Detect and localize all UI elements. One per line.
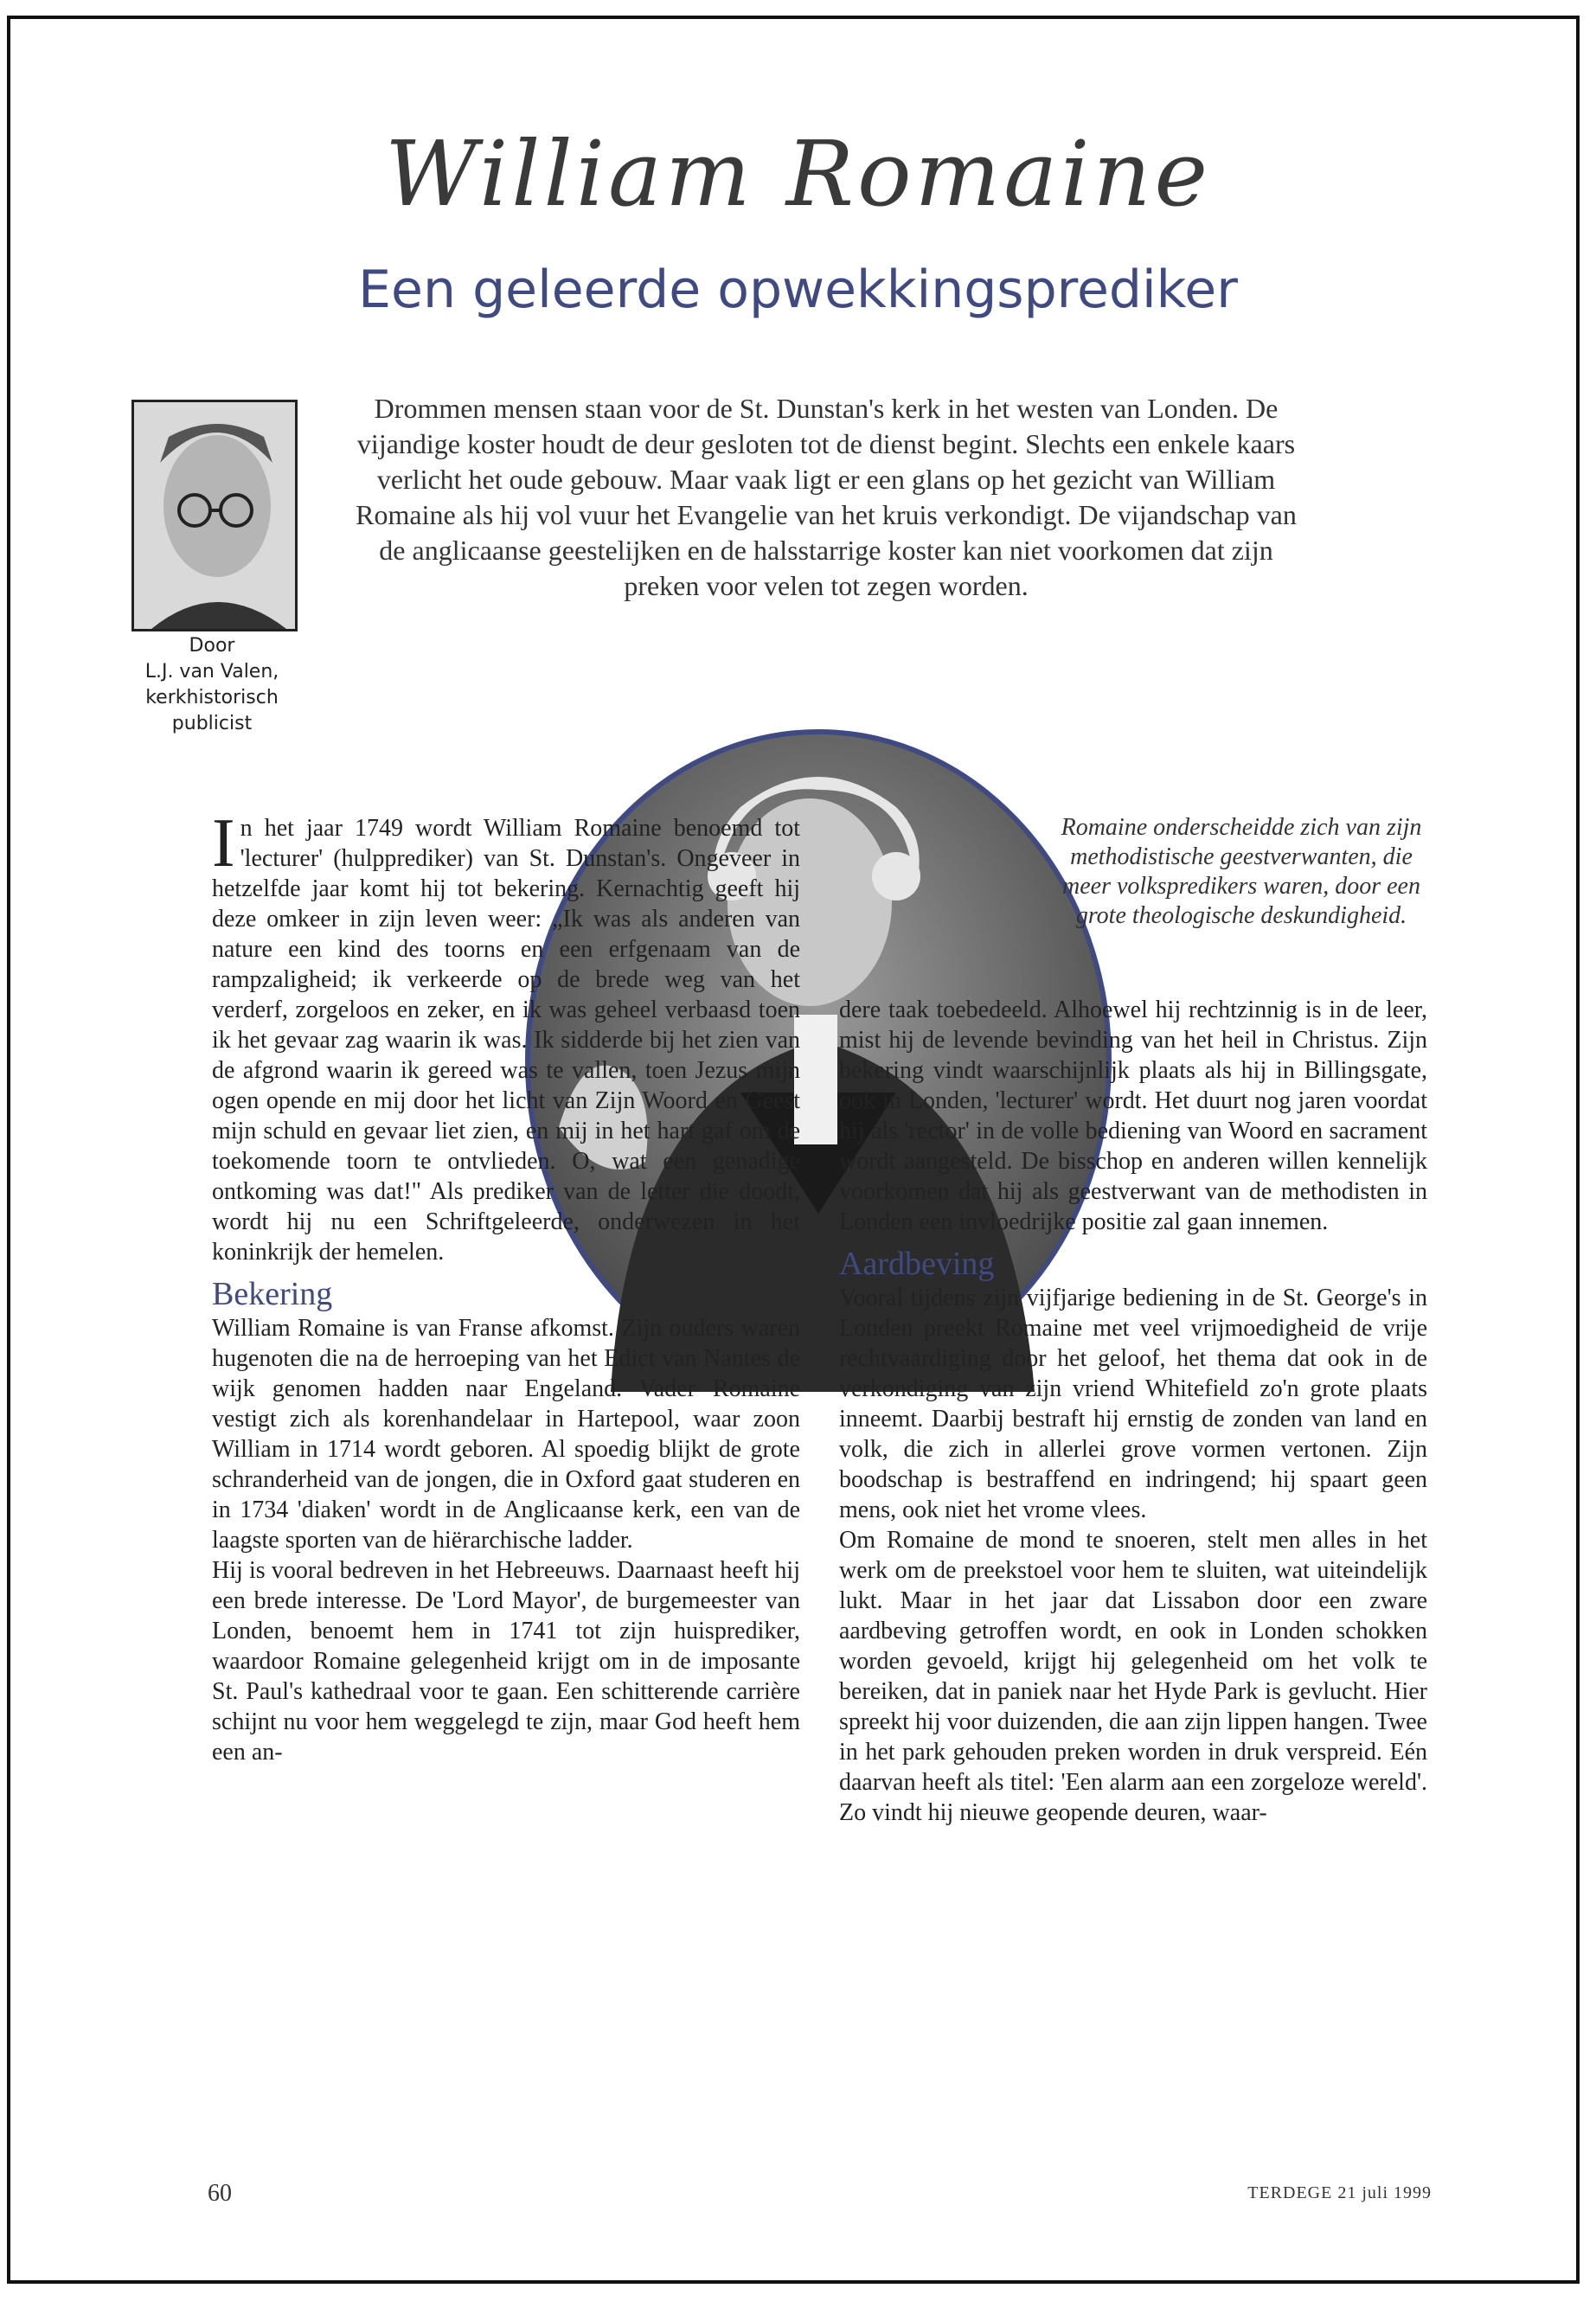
body-paragraph: Hij is vooral bedreven in het Hebreeuws. Daarnaast heeft hij een brede interesse. De 'Lord Mayor', de burgemeester van Londen, benoemt hem in 1741 tot zijn huisprediker, waardoor Romaine gelegenheid krijgt om in de imposante St. Paul's kathedraal voor te gaan. Een schitterende carrière schijnt nu voor hem weggelegd te zijn, maar God heeft hem een an- — [212, 1557, 800, 1766]
author-portrait-image — [134, 402, 295, 629]
body-paragraph: dere taak toebedeeld. Alhoewel hij rechtzinnig is in de leer, mist hij de levende bevinding van het heil in Christus. Zijn bekering vindt waarschijnlijk plaats als hij in Billingsgate, ook in Londen, 'lecturer' wordt. Het duurt nog jaren voordat hij als 'rector' in de volle bediening van Woord en sacrament wordt aangesteld. De bisschop en anderen willen kennelijk voorkomen dat hij als geestverwant van de methodisten in Londen een invloedrijke positie zal gaan innemen. — [839, 997, 1427, 1235]
page-number: 60 — [208, 2180, 232, 2207]
drop-cap: I — [212, 805, 235, 881]
column-left — [212, 805, 800, 1767]
author-caption — [130, 633, 294, 737]
author-caption-line: L.J. van Valen, — [144, 661, 279, 683]
lead-paragraph: Drommen mensen staan voor de St. Dunstan's kerk in het westen van Londen. De vijandige koster houdt de deur gesloten tot de dienst begint. Slechts een enkele kaars verlicht het oude gebouw. Maar vaak ligt er een glans op het gezicht van William Romaine als hij vol vuur het Evangelie van het kruis verkondigt. De vijandschap van de anglicaanse geestelijken en de halsstarrige koster kan niet voorkomen dat zijn preken voor velen tot zegen worden. — [356, 393, 1297, 601]
section-heading-bekering: Bekering — [212, 1276, 333, 1312]
column-right — [839, 995, 1427, 1828]
article-title: William Romaine — [384, 121, 1212, 227]
pull-quote: Romaine onderscheidde zich van zijn methodistische geestverwanten, die meer volkspredikers waren, door een grote theologische deskundigheid. — [1061, 814, 1422, 929]
intro-text: n het jaar 1749 wordt William Romaine benoemd tot 'lecturer' (hulpprediker) van St. Dunstan's. Ongeveer in hetzelfde jaar komt hij tot bekering. Kernachtig geeft hij deze omkeer in zijn leven weer: „Ik was als anderen van nature een kind des toorns en een erfgenaam van de rampzaligheid; ik verkeerde op de brede weg van het verderf, zorgeloos en zeker, en ik was geheel verbaasd toen ik het gevaar zag waarin ik was. Ik sidderde bij het zien van de afgrond waarin ik gereed was te vallen, toen Jezus mijn ogen opende en mij door het licht van Zijn Woord en Geest mijn schuld en gevaar liet zien, en mij in het hart gaf om de toekomende toorn te ontvlieden. O, wat een genadige ontkoming was dat!" Als prediker van de letter die doodt, wordt hij nu een Schriftgeleerde, onderwezen in het koninkrijk der hemelen. — [212, 815, 800, 1266]
body-paragraph: Vooral tijdens zijn vijfjarige bediening in de St. George's in Londen preekt Romaine met veel vrijmoedigheid de vrije rechtvaardiging door het geloof, het thema dat ook in de verkondiging van zijn vriend Whitefield zo'n grote plaats inneemt. Daarbij bestraft hij ernstig de zonden van land en volk, die zich in allerlei grove vormen vertonen. Zijn boodschap is bestraffend en indringend; hij spaart geen mens, ook niet het vrome vlees. — [839, 1285, 1427, 1523]
body-paragraph: Om Romaine de mond te snoeren, stelt men alles in het werk om de preekstoel voor hem te sluiten, wat uiteindelijk lukt. Maar in het jaar dat Lissabon door een zware aardbeving getroffen wordt, en ook in Londen schokken worden gevoeld, krijgt hij gelegenheid om het volk te bereiken, dat in paniek naar het Hyde Park is gevlucht. Hier spreekt hij voor duizenden, die aan zijn lippen hangen. Twee in het park gehouden preken worden in druk verspreid. Eén daarvan heeft als titel: 'Een alarm aan een zorgeloze wereld'. Zo vindt hij nieuwe geopende deuren, waar- — [839, 1527, 1427, 1826]
article-subtitle: Een geleerde opwekkingsprediker — [358, 260, 1238, 320]
publication-footer: TERDEGE 21 juli 1999 — [1247, 2183, 1432, 2202]
intro-paragraph — [212, 805, 800, 1267]
author-caption-line: publicist — [171, 713, 253, 734]
body-paragraph: William Romaine is van Franse afkomst. Zijn ouders waren hugenoten die na de herroeping van het Edict van Nantes de wijk genomen hadden naar Engeland. Vader Romaine vestigt zich als korenhandelaar in Hartepool, waar zoon William in 1714 wordt geboren. Al spoedig blijkt de grote schranderheid van de jongen, die in Oxford gaat studeren en in 1734 'diaken' wordt in de Anglicaanse kerk, een van de laagste sporten van de hiërarchische ladder. — [212, 1315, 800, 1554]
author-caption-line: kerkhistorisch — [145, 687, 279, 708]
author-photo — [131, 400, 298, 631]
author-caption-line: Door — [189, 635, 235, 657]
section-heading-aardbeving: Aardbeving — [839, 1246, 995, 1282]
